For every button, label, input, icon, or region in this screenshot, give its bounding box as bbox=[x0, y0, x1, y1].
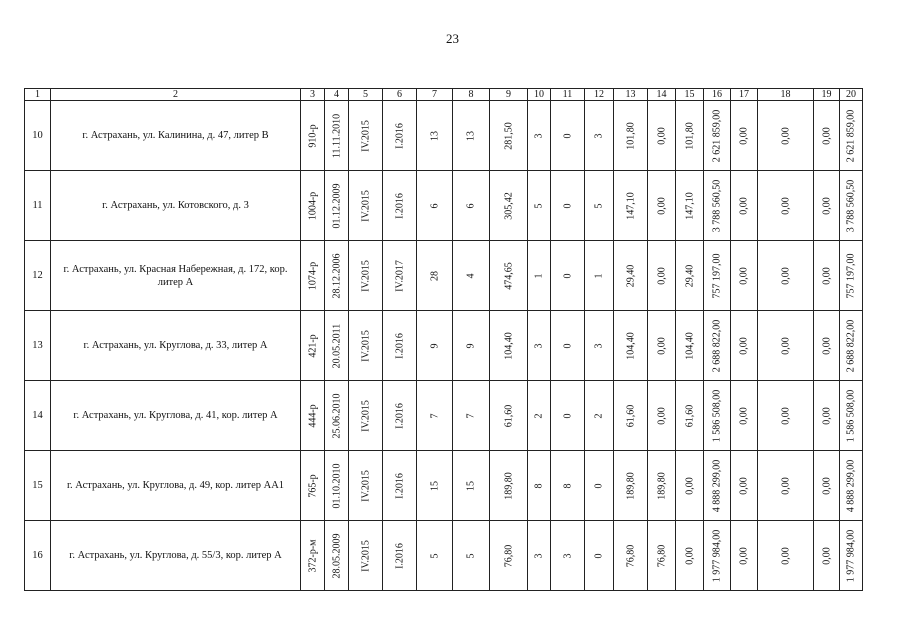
table-cell bbox=[585, 381, 614, 451]
cell-value: 0,00 bbox=[821, 126, 832, 145]
cell-value: 28.12.2006 bbox=[331, 253, 342, 298]
table-cell bbox=[490, 521, 528, 591]
table-cell bbox=[301, 171, 325, 241]
table-cell bbox=[676, 311, 704, 381]
cell-value: I.2016 bbox=[394, 542, 405, 569]
table-row bbox=[25, 101, 863, 171]
cell-value: 3 bbox=[562, 553, 573, 558]
cell-value: 0 bbox=[593, 483, 605, 488]
cell-value: 1 586 508,00 bbox=[711, 389, 723, 442]
table-cell bbox=[528, 521, 551, 591]
column-header: 3 bbox=[301, 89, 325, 101]
table-cell bbox=[349, 101, 383, 171]
table-cell bbox=[676, 101, 704, 171]
cell-value: 1074-р bbox=[307, 261, 318, 290]
cell-value: 0,00 bbox=[684, 476, 695, 495]
cell-value: 01.12.2009 bbox=[331, 183, 342, 228]
table-cell bbox=[453, 451, 490, 521]
cell-value: 5 bbox=[429, 553, 440, 558]
table-cell bbox=[731, 381, 758, 451]
row-number: 12 bbox=[25, 241, 51, 311]
cell-value: 0,00 bbox=[738, 546, 750, 565]
column-header: 10 bbox=[528, 89, 551, 101]
table-cell bbox=[301, 381, 325, 451]
table-cell bbox=[814, 381, 840, 451]
cell-value: 104,40 bbox=[684, 331, 695, 360]
table-cell bbox=[814, 101, 840, 171]
cell-value: IV.2015 bbox=[360, 189, 371, 222]
cell-value: I.2016 bbox=[394, 122, 405, 149]
table-cell bbox=[490, 171, 528, 241]
cell-value: 61,60 bbox=[684, 404, 695, 427]
cell-value: 9 bbox=[429, 343, 440, 348]
table-cell bbox=[648, 451, 676, 521]
cell-value: 0,00 bbox=[738, 266, 750, 285]
table-cell bbox=[758, 451, 814, 521]
cell-value: 0 bbox=[562, 203, 573, 208]
cell-value: 2 bbox=[593, 413, 605, 418]
cell-value: I.2016 bbox=[394, 472, 405, 499]
cell-value: 0,00 bbox=[821, 476, 832, 495]
cell-value: 0 bbox=[562, 343, 573, 348]
cell-value: 6 bbox=[465, 203, 477, 208]
cell-value: 3 788 560,50 bbox=[845, 179, 857, 232]
cell-value: 0,00 bbox=[738, 196, 750, 215]
cell-value: 0,00 bbox=[780, 336, 791, 355]
cell-value: 28 bbox=[429, 270, 440, 281]
table-cell bbox=[648, 381, 676, 451]
data-table bbox=[24, 88, 863, 591]
table-cell bbox=[814, 241, 840, 311]
cell-value: 0,00 bbox=[780, 126, 791, 145]
column-header: 19 bbox=[814, 89, 840, 101]
table-cell bbox=[585, 311, 614, 381]
table-cell bbox=[453, 101, 490, 171]
cell-value: 421-р bbox=[307, 333, 318, 358]
table-cell bbox=[704, 241, 731, 311]
table-cell bbox=[301, 241, 325, 311]
table-cell bbox=[528, 381, 551, 451]
cell-value: 757 197,00 bbox=[845, 253, 857, 298]
cell-value: 20.05.2011 bbox=[331, 323, 342, 368]
cell-value: I.2016 bbox=[394, 192, 405, 219]
table-cell bbox=[731, 311, 758, 381]
cell-value: 28.05.2009 bbox=[331, 533, 342, 578]
cell-value: 372-р-м bbox=[307, 539, 318, 572]
column-header: 16 bbox=[704, 89, 731, 101]
cell-value: 0 bbox=[562, 413, 573, 418]
table-cell bbox=[325, 451, 349, 521]
cell-value: 0,00 bbox=[656, 196, 667, 215]
cell-value: 101,80 bbox=[625, 121, 636, 150]
cell-value: 0,00 bbox=[738, 126, 750, 145]
table-cell bbox=[551, 171, 585, 241]
table-cell bbox=[676, 521, 704, 591]
cell-value: 0,00 bbox=[780, 196, 791, 215]
table-cell bbox=[417, 241, 453, 311]
cell-value: 0,00 bbox=[780, 546, 791, 565]
cell-value: 1 bbox=[533, 273, 545, 278]
row-number: 14 bbox=[25, 381, 51, 451]
cell-value: 13 bbox=[429, 130, 440, 141]
cell-value: 2 688 822,00 bbox=[711, 319, 723, 372]
table-row bbox=[25, 311, 863, 381]
cell-value: 189,80 bbox=[625, 471, 636, 500]
cell-value: 9 bbox=[465, 343, 477, 348]
column-header: 17 bbox=[731, 89, 758, 101]
cell-value: 5 bbox=[593, 203, 605, 208]
cell-value: 0,00 bbox=[821, 406, 832, 425]
column-header: 6 bbox=[383, 89, 417, 101]
cell-value: 474,65 bbox=[503, 261, 514, 290]
cell-value: 0,00 bbox=[738, 336, 750, 355]
cell-value: 0,00 bbox=[780, 406, 791, 425]
cell-value: 0,00 bbox=[821, 266, 832, 285]
column-header: 7 bbox=[417, 89, 453, 101]
cell-value: 0,00 bbox=[780, 266, 791, 285]
table-cell bbox=[731, 101, 758, 171]
table-cell bbox=[551, 311, 585, 381]
table-cell bbox=[528, 101, 551, 171]
table-cell bbox=[704, 101, 731, 171]
table-cell bbox=[325, 311, 349, 381]
row-number: 11 bbox=[25, 171, 51, 241]
table-cell bbox=[349, 381, 383, 451]
cell-value: 104,40 bbox=[625, 331, 636, 360]
table-cell bbox=[349, 311, 383, 381]
table-cell bbox=[648, 171, 676, 241]
table-cell bbox=[301, 101, 325, 171]
cell-value: 1 586 508,00 bbox=[845, 389, 857, 442]
cell-value: 757 197,00 bbox=[711, 253, 723, 298]
table-cell bbox=[490, 381, 528, 451]
table-cell bbox=[585, 101, 614, 171]
table-cell bbox=[758, 241, 814, 311]
cell-value: 76,80 bbox=[625, 544, 636, 567]
table-cell bbox=[585, 241, 614, 311]
table-cell bbox=[528, 241, 551, 311]
cell-value: 305,42 bbox=[503, 191, 514, 220]
table-cell bbox=[814, 451, 840, 521]
address-cell: г. Астрахань, ул. Котовского, д. 3 bbox=[51, 171, 301, 241]
table-cell bbox=[704, 311, 731, 381]
table-cell bbox=[814, 171, 840, 241]
cell-value: 76,80 bbox=[503, 544, 514, 567]
row-number: 10 bbox=[25, 101, 51, 171]
table-cell bbox=[383, 521, 417, 591]
table-cell bbox=[614, 171, 648, 241]
table-cell bbox=[840, 451, 863, 521]
header-row bbox=[25, 89, 863, 101]
table-cell bbox=[325, 171, 349, 241]
table-cell bbox=[528, 171, 551, 241]
table-cell bbox=[453, 241, 490, 311]
table-cell bbox=[614, 521, 648, 591]
cell-value: I.2016 bbox=[394, 332, 405, 359]
table-cell bbox=[453, 521, 490, 591]
column-header: 20 bbox=[840, 89, 863, 101]
cell-value: 5 bbox=[465, 553, 477, 558]
table-cell bbox=[551, 241, 585, 311]
cell-value: 0 bbox=[562, 133, 573, 138]
cell-value: 76,80 bbox=[656, 544, 667, 567]
cell-value: 29,40 bbox=[625, 264, 636, 287]
table-cell bbox=[840, 521, 863, 591]
table-cell bbox=[349, 521, 383, 591]
table-cell bbox=[648, 101, 676, 171]
table-cell bbox=[349, 241, 383, 311]
cell-value: 4 bbox=[465, 273, 477, 278]
cell-value: 0 bbox=[593, 553, 605, 558]
cell-value: IV.2015 bbox=[360, 539, 371, 572]
table-cell bbox=[676, 451, 704, 521]
cell-value: 101,80 bbox=[684, 121, 695, 150]
address-cell: г. Астрахань, ул. Круглова, д. 33, литер А bbox=[51, 311, 301, 381]
table-cell bbox=[648, 311, 676, 381]
table-cell bbox=[840, 101, 863, 171]
cell-value: 7 bbox=[465, 413, 477, 418]
cell-value: 0,00 bbox=[738, 406, 750, 425]
table-cell bbox=[325, 381, 349, 451]
column-header: 12 bbox=[585, 89, 614, 101]
row-number: 15 bbox=[25, 451, 51, 521]
table-cell bbox=[325, 521, 349, 591]
cell-value: 4 888 299,00 bbox=[711, 459, 723, 512]
table-cell bbox=[325, 101, 349, 171]
table-cell bbox=[758, 311, 814, 381]
cell-value: 61,60 bbox=[625, 404, 636, 427]
table-cell bbox=[676, 241, 704, 311]
table-cell bbox=[417, 171, 453, 241]
table-cell bbox=[383, 451, 417, 521]
table-cell bbox=[551, 451, 585, 521]
cell-value: I.2016 bbox=[394, 402, 405, 429]
table-cell bbox=[417, 521, 453, 591]
table-cell bbox=[301, 521, 325, 591]
table-cell bbox=[551, 381, 585, 451]
table-cell bbox=[383, 381, 417, 451]
table-cell bbox=[676, 171, 704, 241]
table-cell bbox=[704, 171, 731, 241]
table-cell bbox=[758, 521, 814, 591]
cell-value: 3 bbox=[593, 133, 605, 138]
table-cell bbox=[704, 451, 731, 521]
table-cell bbox=[840, 311, 863, 381]
cell-value: 147,10 bbox=[625, 191, 636, 220]
table-cell bbox=[731, 171, 758, 241]
cell-value: 01.10.2010 bbox=[331, 463, 342, 508]
table-cell bbox=[840, 241, 863, 311]
cell-value: 3 bbox=[533, 553, 545, 558]
table-cell bbox=[453, 381, 490, 451]
cell-value: 0,00 bbox=[821, 546, 832, 565]
cell-value: 0,00 bbox=[656, 336, 667, 355]
table-cell bbox=[758, 101, 814, 171]
table-row bbox=[25, 521, 863, 591]
cell-value: IV.2015 bbox=[360, 399, 371, 432]
table-cell bbox=[551, 521, 585, 591]
cell-value: 3 788 560,50 bbox=[711, 179, 723, 232]
cell-value: 7 bbox=[429, 413, 440, 418]
cell-value: 189,80 bbox=[503, 471, 514, 500]
cell-value: 1004-р bbox=[307, 191, 318, 220]
cell-value: 2 621 859,00 bbox=[711, 109, 723, 162]
table-cell bbox=[676, 381, 704, 451]
table-cell bbox=[704, 521, 731, 591]
cell-value: 2 688 822,00 bbox=[845, 319, 857, 372]
table-cell bbox=[383, 241, 417, 311]
table-cell bbox=[731, 521, 758, 591]
cell-value: 4 888 299,00 bbox=[845, 459, 857, 512]
cell-value: 13 bbox=[465, 130, 477, 141]
cell-value: 0,00 bbox=[684, 546, 695, 565]
cell-value: 0,00 bbox=[656, 266, 667, 285]
table-cell bbox=[301, 311, 325, 381]
table-row bbox=[25, 241, 863, 311]
column-header: 13 bbox=[614, 89, 648, 101]
table-cell bbox=[453, 311, 490, 381]
cell-value: 3 bbox=[533, 133, 545, 138]
table-cell bbox=[731, 241, 758, 311]
table-cell bbox=[453, 171, 490, 241]
address-cell: г. Астрахань, ул. Калинина, д. 47, литер В bbox=[51, 101, 301, 171]
cell-value: 3 bbox=[533, 343, 545, 348]
column-header: 18 bbox=[758, 89, 814, 101]
cell-value: 1 bbox=[593, 273, 605, 278]
cell-value: 6 bbox=[429, 203, 440, 208]
table-cell bbox=[814, 311, 840, 381]
cell-value: IV.2015 bbox=[360, 119, 371, 152]
cell-value: 8 bbox=[562, 483, 573, 488]
table-cell bbox=[648, 521, 676, 591]
row-number: 16 bbox=[25, 521, 51, 591]
table-cell bbox=[614, 381, 648, 451]
column-header: 9 bbox=[490, 89, 528, 101]
table-cell bbox=[417, 451, 453, 521]
table-cell bbox=[325, 241, 349, 311]
cell-value: 5 bbox=[533, 203, 545, 208]
address-cell: г. Астрахань, ул. Круглова, д. 49, кор. литер АА1 bbox=[51, 451, 301, 521]
table-cell bbox=[614, 451, 648, 521]
cell-value: 0 bbox=[562, 273, 573, 278]
column-header: 11 bbox=[551, 89, 585, 101]
column-header: 1 bbox=[25, 89, 51, 101]
cell-value: 29,40 bbox=[684, 264, 695, 287]
table-cell bbox=[383, 101, 417, 171]
table-cell bbox=[349, 451, 383, 521]
cell-value: 8 bbox=[533, 483, 545, 488]
table-cell bbox=[614, 241, 648, 311]
table-cell bbox=[704, 381, 731, 451]
cell-value: IV.2015 bbox=[360, 329, 371, 362]
column-header: 4 bbox=[325, 89, 349, 101]
column-header: 15 bbox=[676, 89, 704, 101]
table-cell bbox=[758, 171, 814, 241]
cell-value: 0,00 bbox=[738, 476, 750, 495]
cell-value: 25.06.2010 bbox=[331, 393, 342, 438]
page-number: 23 bbox=[446, 31, 459, 46]
cell-value: 0,00 bbox=[821, 196, 832, 215]
cell-value: 189,80 bbox=[656, 471, 667, 500]
table-cell bbox=[614, 101, 648, 171]
cell-value: 147,10 bbox=[684, 191, 695, 220]
cell-value: 765-р bbox=[307, 473, 318, 498]
address-cell: г. Астрахань, ул. Красная Набережная, д. 172, кор. литер А bbox=[51, 241, 301, 311]
column-header: 8 bbox=[453, 89, 490, 101]
table-cell bbox=[614, 311, 648, 381]
cell-value: 0,00 bbox=[780, 476, 791, 495]
table-row bbox=[25, 451, 863, 521]
table-cell bbox=[417, 311, 453, 381]
cell-value: IV.2015 bbox=[360, 469, 371, 502]
cell-value: 0,00 bbox=[656, 406, 667, 425]
table-cell bbox=[528, 311, 551, 381]
cell-value: 281,50 bbox=[503, 121, 514, 150]
table-cell bbox=[814, 521, 840, 591]
column-header: 2 bbox=[51, 89, 301, 101]
table-cell bbox=[840, 381, 863, 451]
table-cell bbox=[383, 311, 417, 381]
cell-value: 61,60 bbox=[503, 404, 514, 427]
cell-value: 2 621 859,00 bbox=[845, 109, 857, 162]
table-cell bbox=[585, 171, 614, 241]
table-row bbox=[25, 381, 863, 451]
table-cell bbox=[417, 381, 453, 451]
table-cell bbox=[585, 451, 614, 521]
address-cell: г. Астрахань, ул. Круглова, д. 41, кор. литер А bbox=[51, 381, 301, 451]
table-cell bbox=[383, 171, 417, 241]
cell-value: 2 bbox=[533, 413, 545, 418]
table-cell bbox=[528, 451, 551, 521]
cell-value: 910-р bbox=[307, 123, 318, 148]
table-row bbox=[25, 171, 863, 241]
table-cell bbox=[349, 171, 383, 241]
cell-value: IV.2017 bbox=[394, 259, 405, 292]
table-cell bbox=[490, 101, 528, 171]
cell-value: 0,00 bbox=[821, 336, 832, 355]
table-cell bbox=[490, 241, 528, 311]
cell-value: 444-р bbox=[307, 403, 318, 428]
table-cell bbox=[758, 381, 814, 451]
table-cell bbox=[490, 451, 528, 521]
table-cell bbox=[648, 241, 676, 311]
cell-value: 1 977 984,00 bbox=[845, 529, 857, 582]
cell-value: 104,40 bbox=[503, 331, 514, 360]
table-cell bbox=[417, 101, 453, 171]
cell-value: 15 bbox=[465, 480, 477, 491]
table-cell bbox=[301, 451, 325, 521]
cell-value: 11.11.2010 bbox=[331, 113, 342, 158]
table-cell bbox=[585, 521, 614, 591]
address-cell: г. Астрахань, ул. Круглова, д. 55/3, кор. литер А bbox=[51, 521, 301, 591]
column-header: 14 bbox=[648, 89, 676, 101]
cell-value: 0,00 bbox=[656, 126, 667, 145]
column-header: 5 bbox=[349, 89, 383, 101]
cell-value: IV.2015 bbox=[360, 259, 371, 292]
row-number: 13 bbox=[25, 311, 51, 381]
table-cell bbox=[490, 311, 528, 381]
cell-value: 3 bbox=[593, 343, 605, 348]
table-cell bbox=[840, 171, 863, 241]
table-cell bbox=[731, 451, 758, 521]
table-cell bbox=[551, 101, 585, 171]
cell-value: 1 977 984,00 bbox=[711, 529, 723, 582]
cell-value: 15 bbox=[429, 480, 440, 491]
